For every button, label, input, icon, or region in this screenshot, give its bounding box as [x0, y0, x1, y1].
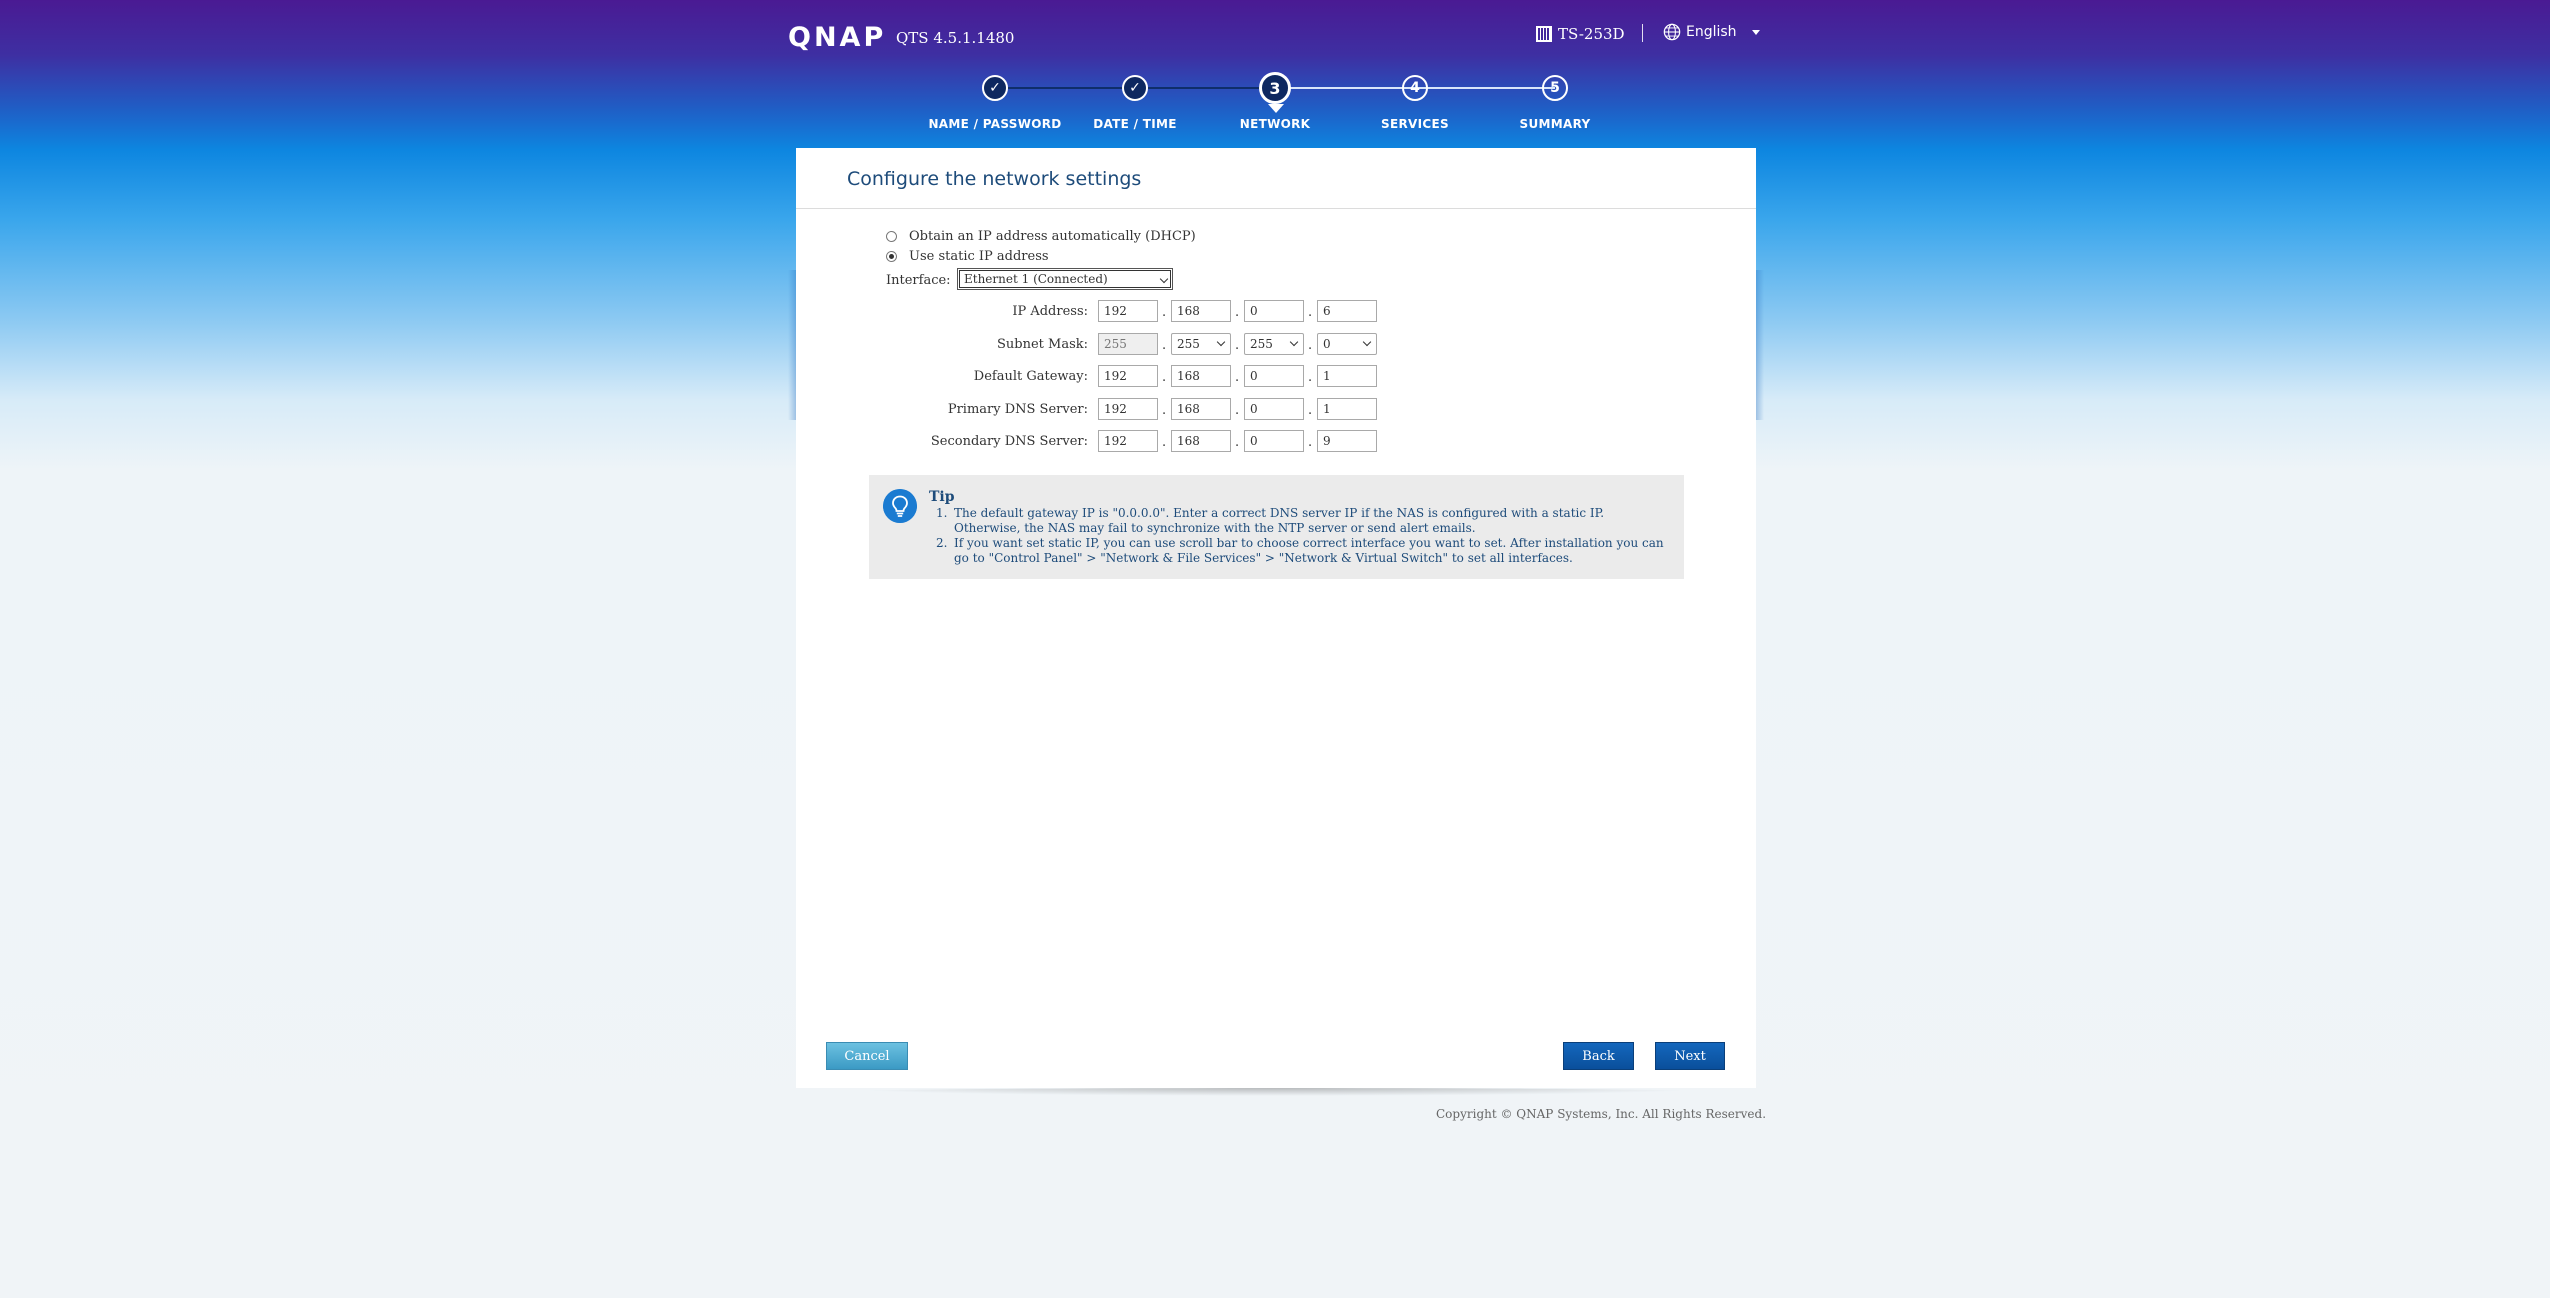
- step-connector-2: [1135, 87, 1275, 89]
- device-model: [1536, 25, 1625, 43]
- dhcp-option-label: Obtain an IP address automatically (DHCP): [909, 229, 1196, 244]
- octet-separator: .: [1308, 305, 1313, 320]
- step-4-marker: 4: [1402, 75, 1428, 101]
- chevron-down-icon: [1217, 338, 1225, 346]
- globe-icon: [1663, 23, 1681, 41]
- panel-left-shadow: [788, 270, 796, 420]
- qnap-logo: QNAP: [788, 22, 887, 53]
- gateway-label: Default Gateway:: [973, 369, 1088, 384]
- octet-separator: .: [1308, 403, 1313, 418]
- primary-dns-label: Primary DNS Server:: [947, 402, 1088, 417]
- subnet-octet-4-select[interactable]: [1317, 333, 1377, 355]
- step-label-name-password: NAME / PASSWORD: [928, 117, 1062, 131]
- gateway-octet-3[interactable]: 0: [1244, 365, 1304, 387]
- step-connector-4: [1415, 87, 1555, 89]
- octet-separator: .: [1308, 435, 1313, 450]
- octet-separator: .: [1162, 435, 1167, 450]
- octet-separator: .: [1162, 370, 1167, 385]
- step-label-summary: SUMMARY: [1519, 117, 1591, 131]
- step-connector-1: [995, 87, 1135, 89]
- octet-separator: .: [1235, 435, 1240, 450]
- wizard-panel: [796, 148, 1756, 1088]
- secondary-dns-octet-3[interactable]: 0: [1244, 430, 1304, 452]
- octet-separator: .: [1162, 305, 1167, 320]
- panel-header: [796, 148, 1756, 209]
- cancel-button[interactable]: Cancel: [826, 1042, 908, 1070]
- panel-right-shadow: [1756, 270, 1764, 420]
- gateway-octet-1[interactable]: 192: [1098, 365, 1158, 387]
- lightbulb-icon: [883, 489, 917, 523]
- octet-separator: .: [1308, 338, 1313, 353]
- chevron-down-icon: [1290, 338, 1298, 346]
- octet-separator: .: [1308, 370, 1313, 385]
- ip-address-label: IP Address:: [1012, 304, 1088, 319]
- firmware-version: QTS 4.5.1.1480: [896, 29, 1015, 47]
- step-connector-3: [1275, 87, 1415, 89]
- tip-list: [929, 506, 1669, 566]
- static-ip-option-label: Use static IP address: [909, 249, 1049, 264]
- secondary-dns-octet-2[interactable]: 168: [1171, 430, 1231, 452]
- subnet-octet-4-value: 0: [1323, 337, 1331, 351]
- secondary-dns-label: Secondary DNS Server:: [930, 434, 1088, 449]
- step-label-date-time: DATE / TIME: [1093, 117, 1177, 131]
- step-label-services: SERVICES: [1381, 117, 1449, 131]
- dhcp-radio[interactable]: [886, 231, 897, 242]
- interface-label: Interface:: [886, 273, 951, 288]
- primary-dns-octet-3[interactable]: 0: [1244, 398, 1304, 420]
- chevron-down-icon: [1160, 275, 1168, 283]
- step-2-check-icon: ✓: [1122, 75, 1148, 101]
- chevron-down-icon: [1363, 338, 1371, 346]
- chevron-down-icon: [1752, 30, 1760, 35]
- step-5-marker: 5: [1542, 75, 1568, 101]
- tip-title: Tip: [929, 489, 955, 505]
- octet-separator: .: [1162, 403, 1167, 418]
- ip-octet-1[interactable]: 192: [1098, 300, 1158, 322]
- primary-dns-octet-2[interactable]: 168: [1171, 398, 1231, 420]
- octet-separator: .: [1235, 338, 1240, 353]
- subnet-octet-2-select[interactable]: [1171, 333, 1231, 355]
- interface-select[interactable]: [959, 270, 1171, 288]
- tip-item-text: If you want set static IP, you can use scroll bar to choose correct interface you want to set. After installation you can go to "Control Panel" > "Network & File Services" > "Network & Virtual Switch" to set all interfaces.: [954, 536, 1664, 565]
- primary-dns-octet-1[interactable]: 192: [1098, 398, 1158, 420]
- subnet-octet-2-value: 255: [1177, 337, 1200, 351]
- tip-item-text: The default gateway IP is "0.0.0.0". Enter a correct DNS server IP if the NAS is configured with a static IP. Otherwise, the NAS may fail to synchronize with the NTP server or send alert emails.: [954, 506, 1605, 535]
- tip-box: [869, 475, 1684, 579]
- device-model-label: TS-253D: [1558, 25, 1625, 43]
- ip-octet-4[interactable]: 6: [1317, 300, 1377, 322]
- back-button[interactable]: Back: [1563, 1042, 1634, 1070]
- next-button[interactable]: Next: [1655, 1042, 1725, 1070]
- ip-octet-2[interactable]: 168: [1171, 300, 1231, 322]
- static-ip-radio[interactable]: [886, 251, 897, 262]
- dhcp-option[interactable]: [886, 229, 1196, 244]
- panel-shadow: [836, 1088, 1716, 1096]
- octet-separator: .: [1235, 403, 1240, 418]
- subnet-mask-label: Subnet Mask:: [996, 337, 1088, 352]
- secondary-dns-octet-4[interactable]: 9: [1317, 430, 1377, 452]
- step-label-network: NETWORK: [1239, 117, 1311, 131]
- secondary-dns-octet-1[interactable]: 192: [1098, 430, 1158, 452]
- current-step-pointer: [1268, 104, 1284, 113]
- page-title: Configure the network settings: [847, 168, 1142, 190]
- step-1-check-icon: ✓: [982, 75, 1008, 101]
- gateway-octet-4[interactable]: 1: [1317, 365, 1377, 387]
- language-label: English: [1686, 24, 1737, 40]
- subnet-octet-3-value: 255: [1250, 337, 1273, 351]
- octet-separator: .: [1235, 370, 1240, 385]
- copyright-text: Copyright © QNAP Systems, Inc. All Rights Reserved.: [1436, 1107, 1767, 1121]
- interface-select-value: Ethernet 1 (Connected): [964, 272, 1108, 286]
- header-divider: [1642, 24, 1643, 42]
- tip-item-number: 2.: [936, 536, 948, 550]
- subnet-octet-1: 255: [1098, 333, 1158, 355]
- nas-device-icon: [1536, 26, 1552, 42]
- octet-separator: .: [1235, 305, 1240, 320]
- language-selector[interactable]: [1663, 23, 1760, 41]
- tip-item: [929, 536, 1669, 566]
- subnet-octet-3-select[interactable]: [1244, 333, 1304, 355]
- gateway-octet-2[interactable]: 168: [1171, 365, 1231, 387]
- static-ip-option[interactable]: [886, 249, 1049, 264]
- step-3-current: 3: [1259, 72, 1291, 104]
- tip-item-number: 1.: [936, 506, 948, 520]
- primary-dns-octet-4[interactable]: 1: [1317, 398, 1377, 420]
- tip-item: [929, 506, 1669, 536]
- ip-octet-3[interactable]: 0: [1244, 300, 1304, 322]
- octet-separator: .: [1162, 338, 1167, 353]
